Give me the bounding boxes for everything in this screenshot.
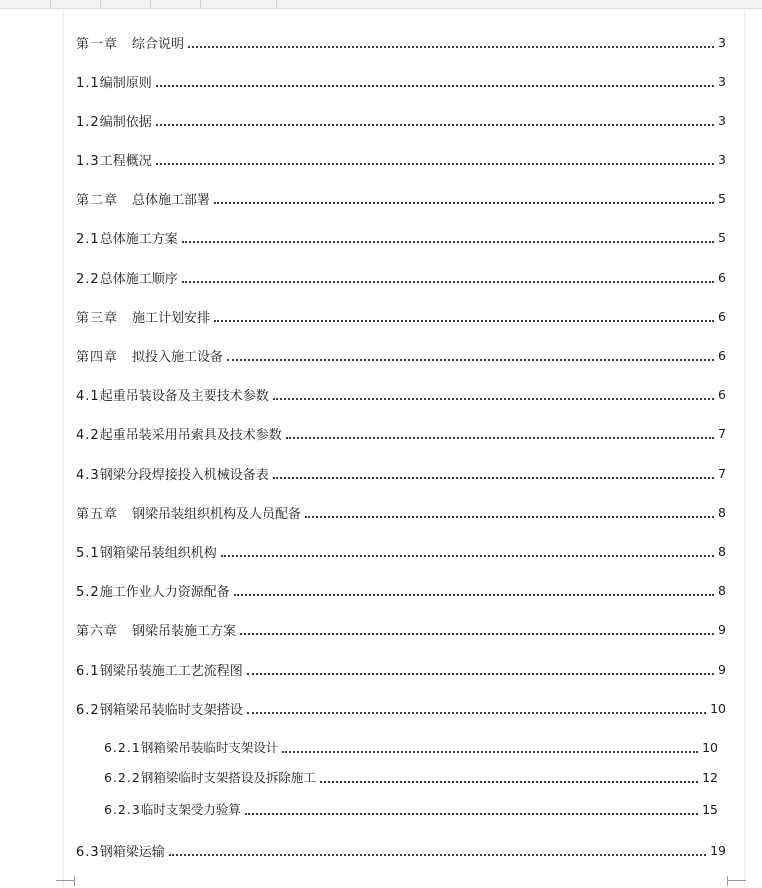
ruler-segment [0, 0, 51, 8]
toc-entry-text: 起重吊装设备及主要技术参数 [99, 388, 269, 404]
toc-entry-text: 总体施工方案 [99, 231, 178, 247]
toc-entry-title [104, 738, 278, 756]
toc-entry-title [76, 307, 210, 326]
toc-dot-leader [247, 672, 714, 675]
toc-entry-text: 施工作业人力资源配备 [99, 584, 230, 600]
toc-entry-page: 6 [718, 308, 726, 324]
toc-entry-text: 钢梁吊装施工工艺流程图 [99, 663, 243, 679]
toc-dot-leader [227, 358, 714, 361]
toc-entry-text: 施工计划安排 [132, 310, 211, 326]
toc-entry-number: 6.1 [76, 663, 100, 679]
ruler-segment [200, 0, 277, 8]
toc-entry-page: 9 [718, 661, 726, 677]
toc-dot-leader [156, 123, 714, 126]
toc-entry-page: 7 [718, 425, 726, 441]
toc-entry-page: 3 [718, 73, 726, 89]
toc-entry-number: 6.2.1 [104, 740, 141, 755]
toc-entry-page: 15 [702, 801, 718, 817]
toc-entry-title [76, 464, 269, 483]
toc-entry-page: 5 [718, 190, 726, 206]
toc-entry-number: 第三章 [76, 310, 119, 326]
toc-dot-leader [273, 397, 714, 400]
toc-dot-leader [182, 240, 714, 243]
crop-mark-left [56, 876, 75, 886]
toc-entry-text: 钢箱梁吊装临时支架搭设 [99, 702, 243, 718]
toc-entry-text: 钢箱梁运输 [99, 844, 165, 860]
toc-entry-text: 综合说明 [132, 36, 185, 52]
toc-entry-title [76, 542, 217, 561]
toc-entry-title [76, 660, 243, 679]
toc-entry-text: 钢箱梁吊装临时支架设计 [140, 740, 279, 755]
toc-entry-page: 8 [718, 504, 726, 520]
toc-dot-leader [156, 84, 714, 87]
toc-entry-title [76, 33, 184, 52]
crop-mark-right [727, 876, 746, 886]
toc-dot-leader [240, 632, 714, 635]
toc-dot-leader [273, 476, 714, 479]
toc-dot-leader [320, 780, 698, 783]
toc-entry[interactable] [76, 110, 726, 130]
toc-entry-page: 3 [718, 34, 726, 50]
toc-entry[interactable] [76, 463, 726, 483]
toc-dot-leader [182, 280, 714, 283]
toc-entry-page: 8 [718, 582, 726, 598]
toc-dot-leader [169, 853, 706, 856]
toc-entry[interactable] [76, 698, 726, 718]
toc-entry[interactable] [76, 619, 726, 639]
document-ruler-strip [0, 0, 762, 9]
toc-entry-number: 4.1 [76, 388, 100, 404]
ruler-segment [50, 0, 101, 8]
toc-entry-page: 9 [718, 621, 726, 637]
toc-dot-leader [214, 201, 714, 204]
toc-entry[interactable] [104, 799, 718, 819]
toc-entry-title [76, 699, 243, 718]
toc-dot-leader [282, 750, 698, 753]
toc-entry-number: 6.3 [76, 844, 100, 860]
toc-entry-page: 10 [710, 700, 726, 716]
toc-entry-title [76, 111, 152, 130]
toc-entry-text: 钢梁分段焊接投入机械设备表 [99, 467, 269, 483]
toc-entry-page: 6 [718, 347, 726, 363]
toc-entry[interactable] [76, 384, 726, 404]
toc-dot-leader [188, 45, 714, 48]
toc-entry-page: 7 [718, 465, 726, 481]
toc-entry[interactable] [76, 580, 726, 600]
toc-entry-title [76, 72, 152, 91]
toc-entry-text: 钢箱梁吊装组织机构 [99, 545, 217, 561]
toc-entry-text: 总体施工顺序 [99, 271, 178, 287]
toc-dot-leader [286, 436, 714, 439]
toc-dot-leader [156, 162, 714, 165]
toc-entry-title [76, 503, 301, 522]
toc-entry-text: 钢梁吊装施工方案 [132, 623, 237, 639]
toc-entry-title [76, 268, 178, 287]
ruler-segment [100, 0, 151, 8]
toc-dot-leader [234, 593, 714, 596]
ruler-segment [150, 0, 201, 8]
toc-dot-leader [305, 515, 714, 518]
toc-entry[interactable] [76, 306, 726, 326]
toc-dot-leader [247, 711, 706, 714]
toc-entry-text: 总体施工部署 [132, 192, 211, 208]
toc-entry-number: 2.1 [76, 231, 100, 247]
toc-entry[interactable] [76, 227, 726, 247]
toc-entry-number: 6.2.3 [104, 802, 141, 817]
toc-entry-number: 第五章 [76, 506, 119, 522]
toc-entry-page: 12 [702, 769, 718, 785]
toc-entry-number: 1.3 [76, 153, 100, 169]
page-margin-left [63, 8, 64, 888]
toc-entry-text: 临时支架受力验算 [140, 802, 241, 817]
toc-entry-number: 5.1 [76, 545, 100, 561]
toc-entry[interactable] [104, 767, 718, 787]
toc-entry[interactable] [76, 32, 726, 52]
toc-entry[interactable] [76, 188, 726, 208]
toc-entry[interactable] [76, 840, 726, 860]
page-margin-right [744, 8, 745, 888]
toc-entry-page: 3 [718, 112, 726, 128]
toc-entry-page: 8 [718, 543, 726, 559]
toc-entry-title [76, 189, 210, 208]
toc-entry-text: 拟投入施工设备 [132, 349, 224, 365]
toc-entry-page: 6 [718, 269, 726, 285]
toc-entry-number: 4.2 [76, 427, 100, 443]
toc-entry-title [76, 581, 230, 600]
toc-entry[interactable] [104, 737, 718, 757]
toc-entry[interactable] [76, 149, 726, 169]
toc-entry-text: 钢箱梁临时支架搭设及拆除施工 [140, 770, 316, 785]
toc-entry-number: 2.2 [76, 271, 100, 287]
toc-entry[interactable] [76, 71, 726, 91]
toc-entry-text: 编制原则 [99, 75, 152, 91]
toc-entry[interactable] [76, 659, 726, 679]
toc-entry-page: 10 [702, 739, 718, 755]
toc-entry-number: 4.3 [76, 467, 100, 483]
toc-entry-page: 19 [710, 842, 726, 858]
toc-entry-number: 6.2.2 [104, 770, 141, 785]
toc-entry-title [76, 424, 282, 443]
toc-entry-title [76, 346, 223, 365]
toc-entry-number: 第一章 [76, 36, 119, 52]
toc-entry[interactable] [76, 423, 726, 443]
toc-entry-page: 5 [718, 229, 726, 245]
toc-dot-leader [245, 812, 698, 815]
toc-entry[interactable] [76, 345, 726, 365]
toc-entry-number: 6.2 [76, 702, 100, 718]
toc-entry-title [76, 841, 165, 860]
toc-entry[interactable] [76, 502, 726, 522]
toc-entry-number: 第四章 [76, 349, 119, 365]
toc-entry-text: 工程概况 [99, 153, 152, 169]
page-corner-marks [56, 876, 746, 888]
toc-entry-title [104, 800, 241, 818]
toc-entry-title [104, 768, 316, 786]
toc-entry-text: 起重吊装采用吊索具及技术参数 [99, 427, 282, 443]
toc-entry-number: 第二章 [76, 192, 119, 208]
toc-entry[interactable] [76, 541, 726, 561]
toc-entry-page: 3 [718, 151, 726, 167]
toc-dot-leader [214, 319, 714, 322]
toc-entry-number: 5.2 [76, 584, 100, 600]
toc-entry-title [76, 620, 236, 639]
toc-entry-text: 钢梁吊装组织机构及人员配备 [132, 506, 302, 522]
toc-entry-text: 编制依据 [99, 114, 152, 130]
toc-entry-title [76, 150, 152, 169]
toc-entry-number: 1.2 [76, 114, 100, 130]
toc-entry-title [76, 228, 178, 247]
toc-entry-page: 6 [718, 386, 726, 402]
toc-entry[interactable] [76, 267, 726, 287]
toc-entry-number: 第六章 [76, 623, 119, 639]
toc-dot-leader [221, 554, 714, 557]
toc-entry-number: 1.1 [76, 75, 100, 91]
toc-entry-title [76, 385, 269, 404]
